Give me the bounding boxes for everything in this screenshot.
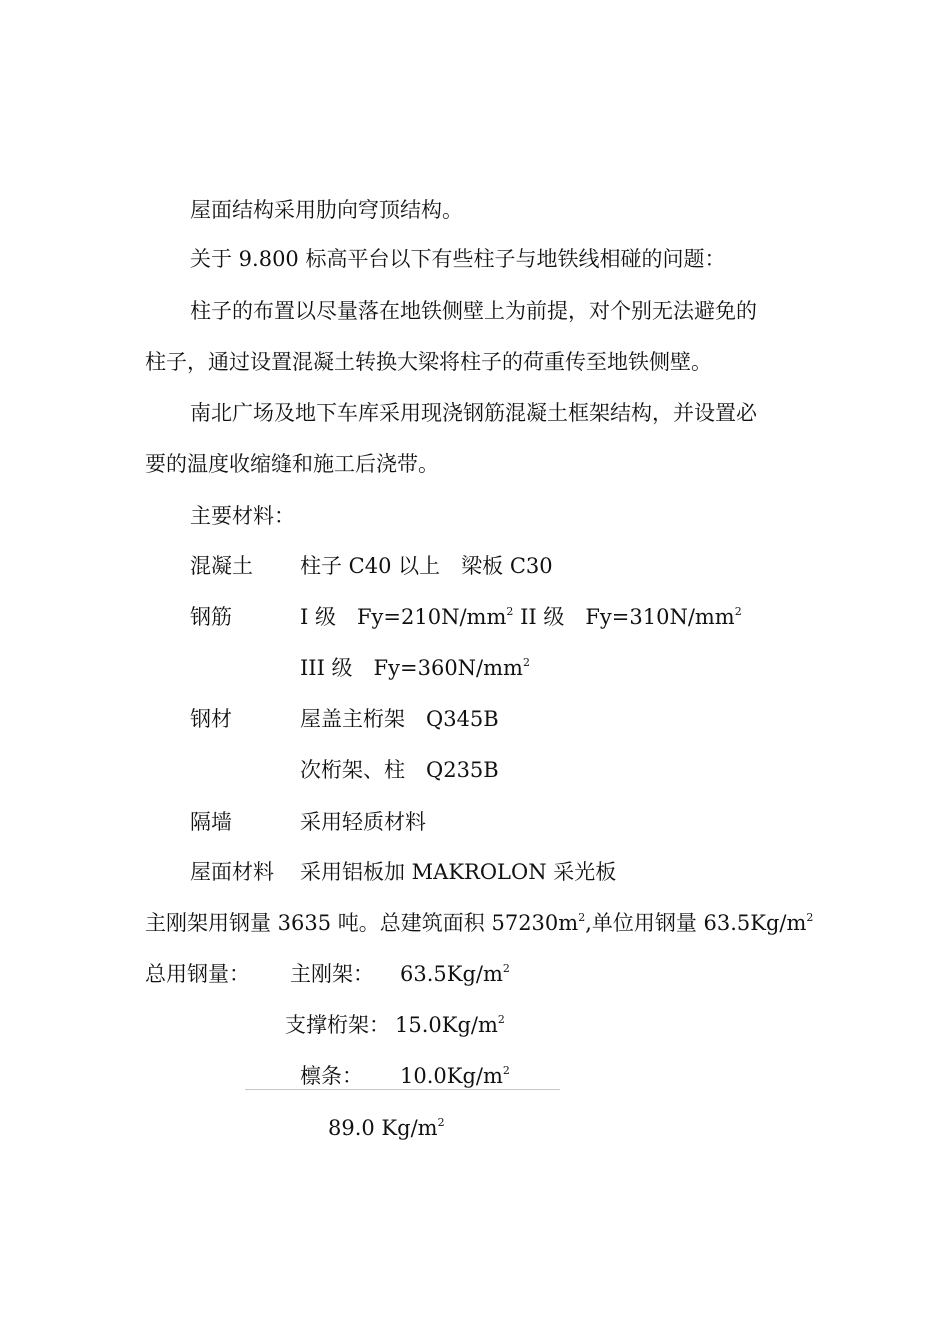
unit-superscript: 2 — [497, 1013, 505, 1026]
material-value-concrete: 柱子 C40 以上 梁板 C30 — [300, 554, 553, 578]
bracing-value-text: 15.0Kg/m — [395, 1013, 498, 1037]
paragraph-plaza-structure-line2: 要的温度收缩缝和施工后浇带。 — [145, 452, 439, 476]
unit-superscript: 2 — [506, 605, 514, 618]
material-value-roofing: 采用铝板加 MAKROLON 采光板 — [300, 860, 617, 884]
bracing-truss-value — [395, 1012, 505, 1038]
rebar-grade-2: II 级 Fy=310N/mm — [520, 605, 735, 629]
purlin-value — [400, 1063, 510, 1089]
main-frame-value — [400, 961, 510, 987]
material-value-steel-main-truss: 屋盖主桁架 Q345B — [300, 707, 499, 731]
unit-superscript: 2 — [734, 605, 742, 618]
sum-divider-line — [245, 1089, 560, 1090]
unit-superscript: 2 — [578, 911, 586, 924]
unit-superscript: 2 — [522, 656, 530, 669]
purlin-value-text: 10.0Kg/m — [400, 1064, 503, 1088]
summary-unit-text: ,单位用钢量 63.5Kg/m — [585, 911, 807, 935]
summary-area-text: 主刚架用钢量 3635 吨。总建筑面积 57230m — [145, 911, 579, 935]
material-value-steel-secondary: 次桁架、柱 Q235B — [300, 758, 499, 782]
paragraph-column-layout-line1: 柱子的布置以尽量落在地铁侧壁上为前提，对个别无法避免的 — [190, 299, 757, 323]
unit-superscript: 2 — [437, 1116, 445, 1129]
rebar-grade-3: III 级 Fy=360N/mm — [300, 656, 523, 680]
materials-heading: 主要材料： — [190, 504, 295, 528]
material-label-concrete: 混凝土 — [190, 554, 253, 578]
paragraph-plaza-structure-line1: 南北广场及地下车库采用现浇钢筋混凝土框架结构，并设置必 — [190, 401, 757, 425]
rebar-grade-1: I 级 Fy=210N/mm — [300, 605, 507, 629]
purlin-label: 檩条： — [300, 1064, 363, 1088]
material-value-partition: 采用轻质材料 — [300, 810, 426, 834]
total-steel-value — [328, 1115, 445, 1141]
material-value-rebar-line1 — [300, 604, 742, 630]
paragraph-metro-conflict: 关于 9.800 标高平台以下有些柱子与地铁线相碰的问题： — [190, 247, 726, 271]
main-frame-label: 主刚架： — [290, 962, 374, 986]
material-label-roofing: 屋面材料 — [190, 860, 274, 884]
paragraph-roof-structure: 屋面结构采用肋向穹顶结构。 — [190, 198, 463, 222]
total-value-text: 89.0 Kg/m — [328, 1116, 438, 1140]
material-label-partition: 隔墙 — [190, 810, 232, 834]
bracing-truss-label: 支撑桁架： — [285, 1013, 390, 1037]
unit-superscript: 2 — [502, 962, 510, 975]
material-value-rebar-line2 — [300, 655, 530, 681]
main-frame-value-text: 63.5Kg/m — [400, 962, 503, 986]
material-label-steel: 钢材 — [190, 707, 232, 731]
unit-superscript: 2 — [502, 1064, 510, 1077]
total-steel-heading: 总用钢量： — [145, 962, 250, 986]
unit-superscript: 2 — [806, 911, 814, 924]
material-label-rebar: 钢筋 — [190, 605, 232, 629]
paragraph-column-layout-line2: 柱子，通过设置混凝土转换大梁将柱子的荷重传至地铁侧壁。 — [145, 350, 712, 374]
steel-usage-summary — [145, 910, 813, 936]
